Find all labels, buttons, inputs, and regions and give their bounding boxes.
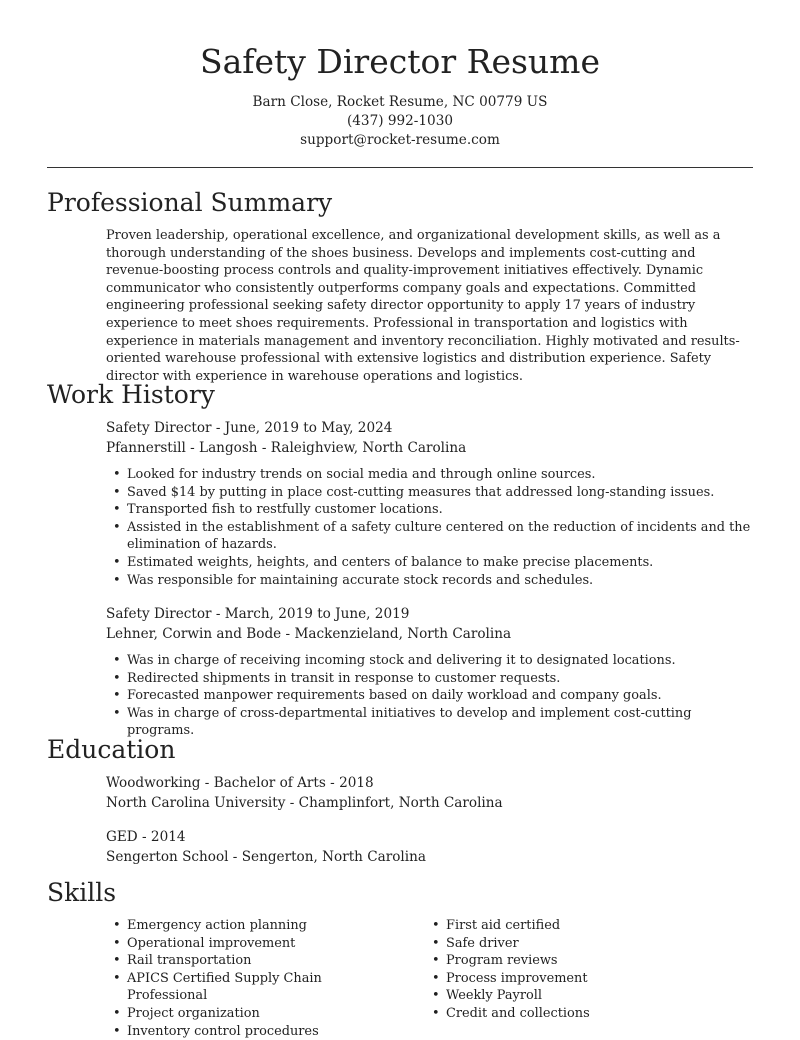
job-bullet: • Transported fish to restfully customer locations. (106, 501, 751, 519)
job-bullet: • Looked for industry trends on social media and through online sources. (106, 466, 751, 484)
header-divider (47, 167, 753, 168)
summary-text: Proven leadership, operational excellence, and organizational development skills, as well as a thorough understanding of the shoes business. Develops and implements cost-cutting and revenue-boosting process controls and quality-improvement initiatives effectively. Dynamic communicator who consistently outperforms company goals and expectations. Committed engineering professional seeking safety director opportunity to apply 17 years of industry experience to meet shoes requirements. Professional in transportation and logistics with experience in materials management and inventory reconciliation. Highly motivated and results-oriented warehouse professional with extensive logistics and distribution experience. Safety director with experience in warehouse operations and logistics. (106, 228, 740, 384)
job-bullets (106, 652, 751, 740)
education-entry (106, 774, 751, 813)
job-entry (106, 605, 751, 644)
skill-item: • Project organization (106, 1005, 406, 1023)
skill-item: • Emergency action planning (106, 917, 406, 935)
job-company-line: Lehner, Corwin and Bode - Mackenzieland, North Carolina (106, 625, 512, 642)
job-bullets (106, 466, 751, 589)
school-line: Sengerton School - Sengerton, North Carolina (106, 848, 426, 865)
job-bullet: • Assisted in the establishment of a safety culture centered on the reduction of incidents and the elimination of hazards. (106, 519, 751, 554)
address: Barn Close, Rocket Resume, NC 00779 US (252, 94, 548, 110)
skill-item: • Credit and collections (425, 1005, 725, 1023)
skills-list-left (106, 917, 406, 1040)
email: support@rocket-resume.com (300, 132, 500, 149)
skill-item: • APICS Certified Supply Chain Professional (106, 970, 406, 1005)
degree-line: GED - 2014 (106, 829, 186, 845)
job-bullet: • Was in charge of cross-departmental initiatives to develop and implement cost-cutting programs. (106, 705, 751, 740)
job-title-line: Safety Director - June, 2019 to May, 2024 (106, 420, 393, 436)
resume-title: Safety Director Resume (200, 42, 600, 81)
job-company-line: Pfannerstill - Langosh - Raleighview, North Carolina (106, 439, 467, 456)
education-entry (106, 828, 751, 867)
job-bullet: • Estimated weights, heights, and centers of balance to make precise placements. (106, 554, 751, 572)
summary-heading: Professional Summary (47, 188, 333, 217)
job-bullet: • Forecasted manpower requirements based on daily workload and company goals. (106, 687, 751, 705)
education-heading: Education (47, 735, 176, 764)
skill-item: • Rail transportation (106, 952, 406, 970)
work-history-heading: Work History (47, 380, 215, 409)
job-entry (106, 419, 751, 458)
skill-item: • First aid certified (425, 917, 725, 935)
phone: (437) 992-1030 (346, 113, 453, 130)
job-bullet: • Was in charge of receiving incoming stock and delivering it to designated locations. (106, 652, 751, 670)
school-line: North Carolina University - Champlinfort, North Carolina (106, 794, 503, 811)
skill-item: • Operational improvement (106, 935, 406, 953)
skill-item: • Safe driver (425, 935, 725, 953)
job-bullet: • Redirected shipments in transit in response to customer requests. (106, 670, 751, 688)
skill-item: • Weekly Payroll (425, 987, 725, 1005)
job-bullet: • Was responsible for maintaining accurate stock records and schedules. (106, 572, 751, 590)
skill-item: • Process improvement (425, 970, 725, 988)
skills-list-right (425, 917, 725, 1023)
degree-line: Woodworking - Bachelor of Arts - 2018 (106, 775, 374, 791)
job-bullet: • Saved $14 by putting in place cost-cutting measures that addressed long-standing issues. (106, 484, 751, 502)
skill-item: • Program reviews (425, 952, 725, 970)
job-title-line: Safety Director - March, 2019 to June, 2019 (106, 606, 410, 622)
skills-heading: Skills (47, 878, 117, 907)
skill-item: • Inventory control procedures (106, 1023, 406, 1040)
contact-block (0, 93, 800, 151)
